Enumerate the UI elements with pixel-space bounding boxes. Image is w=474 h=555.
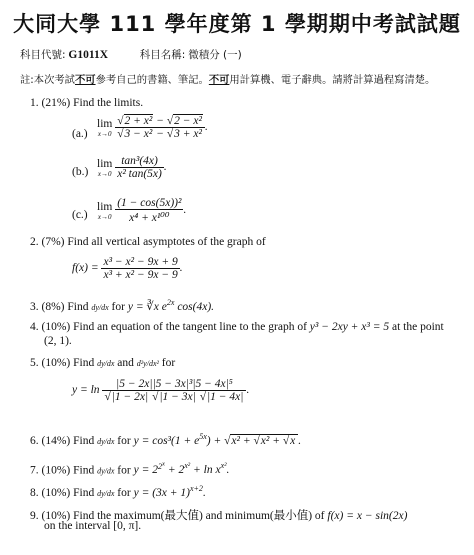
q-number: 5.: [30, 357, 39, 369]
question-5: 5. (10%) Find dy/dx and d²y/dx² for: [30, 357, 176, 369]
q-points: (7%): [41, 236, 65, 248]
course-name-label: 科目名稱:: [139, 49, 186, 61]
q-points: (14%): [41, 434, 71, 447]
q-number: 8.: [30, 486, 39, 499]
q-points: (10%): [41, 321, 71, 333]
notice-prefix: 註:本次考試: [20, 74, 75, 86]
q-text: Find: [73, 357, 95, 369]
course-code-label: 科目代號:: [20, 49, 66, 61]
q-text: Find: [73, 464, 95, 477]
question-8: 8. (10%) Find dy/dx for $y = (3x + 1)^{x+2}$.: [30, 484, 206, 499]
question-4-point: (2, 1).: [44, 335, 72, 347]
limit-c: lim x→0 $\frac{\text{(1 − cos(5x))²}}{\text{x⁴ + x¹⁰⁰}}$ .: [97, 197, 187, 224]
course-info: [20, 47, 242, 62]
notice-middle: 參考自己的書籍、筆記。: [95, 74, 209, 86]
q-points: (10%): [41, 486, 71, 499]
q-number: 3.: [30, 300, 39, 313]
question-4: 4. (10%) Find an equation of the tangent line to the graph of y³ − 2xy + x³ = 5 at the point: [30, 321, 444, 333]
q-points: (10%): [41, 464, 71, 477]
question-7: 7. (10%) Find dy/dx for $y = 2^{2^x} + 2^{x^2} + \ln x^{x^2}$.: [30, 460, 230, 477]
question-3: 3. (8%) Find dy/dx for y = ∛x $e^{2x}$ cos(4x).: [30, 298, 215, 313]
q-text: Find: [73, 434, 95, 447]
q-text: Find the maximum(最大值) and minimum(最小值) of: [73, 510, 325, 522]
q-text: Find the limits.: [73, 97, 144, 109]
question-2: [30, 236, 266, 248]
course-code: G1011X: [68, 49, 109, 61]
exam-title: 大同大學 111 學年度第 1 學期期中考試試題: [13, 12, 461, 36]
q-points: (10%): [41, 357, 71, 369]
course-name: 微積分 (一): [188, 49, 242, 61]
notice-not-allowed-1: 不可: [74, 74, 96, 86]
limit-a: lim x→0 $\frac{\text{√2 + x² − √2 − x²}}{\text{√3 − x² − √3 + x²}}$ .: [97, 115, 208, 140]
q-number: 2.: [30, 236, 39, 248]
question-9: 9. (10%) Find the maximum(最大值) and minimum(最小值) of f(x) = x − sin(2x): [30, 510, 408, 522]
part-c-label: (c.): [72, 209, 88, 221]
q-number: 6.: [30, 434, 39, 447]
q-number: 9.: [30, 510, 39, 522]
part-a-label: (a.): [72, 128, 88, 140]
q-points: (21%): [41, 97, 71, 109]
part-b-label: (b.): [72, 166, 89, 178]
question-9-interval: on the interval [0, π].: [44, 520, 142, 532]
q-points: (10%): [41, 510, 71, 522]
q-number: 1.: [30, 97, 39, 109]
q-text: Find: [73, 486, 95, 499]
q-text: Find: [67, 300, 89, 313]
question-6: 6. (14%) Find dy/dx for $y = \cos^3(1 + e^{5x}) + √x^2 + √x^2 + √x$ .: [30, 432, 302, 447]
question-1: [30, 97, 143, 109]
function-f-q2: f(x) = $\frac{\text{x³ − x² − 9x + 9}}{\text{x³ + x² − 9x − 9}}$ .: [72, 256, 183, 281]
q-text: Find all vertical asymptotes of the graph of: [67, 236, 266, 248]
q-text: Find an equation of the tangent line to the graph of: [73, 321, 307, 333]
notice-suffix: 用計算機、電子辭典。請將計算過程寫清楚。: [229, 74, 436, 86]
q-number: 7.: [30, 464, 39, 477]
exam-notice: [20, 71, 435, 86]
q-number: 4.: [30, 321, 39, 333]
q-points: (8%): [41, 300, 65, 313]
notice-not-allowed-2: 不可: [208, 74, 230, 86]
function-y-q5: y = ln $\frac{\text{|5 − 2x||5 − 3x|³|5 − 4x|⁵}}{√|1 - 2x| √|1 - 3x| √|1 - 4x|}$ .: [72, 378, 250, 403]
limit-b: lim x→0 $\frac{\text{tan³(4x)}}{\text{x² tan(5x)}}$ .: [97, 155, 167, 180]
